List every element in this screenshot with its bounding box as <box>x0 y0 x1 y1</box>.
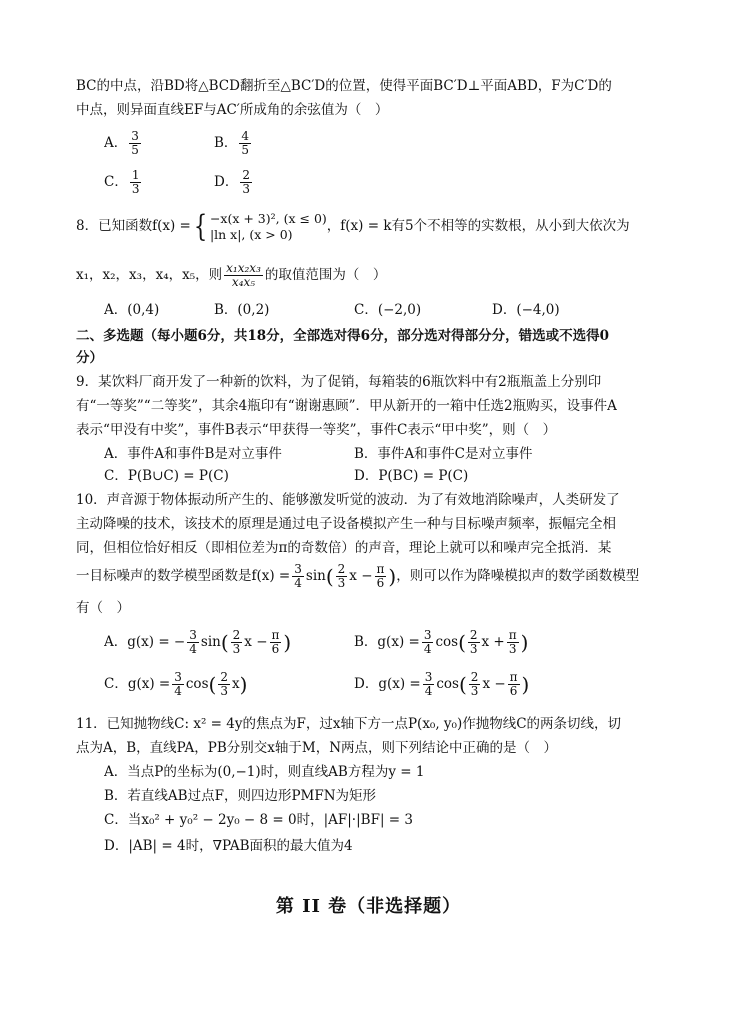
q9-line-1: 9．某饮料厂商开发了一种新的饮料，为了促销，每箱装的6瓶饮料中有2瓶瓶盖上分别印 <box>76 374 602 390</box>
q9-options-row-1 <box>104 444 694 464</box>
q8-options <box>104 300 694 320</box>
q9-options-row-2 <box>104 466 694 486</box>
q7-option-a: A． $\frac{3}{5}$ <box>104 129 139 157</box>
q10-option-c: C．g(x) = $\frac{3}{4}$ cos( $\frac{2}{3}$ x) <box>104 670 248 698</box>
q11-line-1: 11．已知抛物线C: x² = 4y的焦点为F，过x轴下方一点P(x₀, y₀)作抛物线C的两条切线，切 <box>76 716 622 732</box>
q7-option-b: B． $\frac{4}{5}$ <box>214 129 250 157</box>
q10-option-b: B．g(x) = $\frac{3}{4}$ cos( $\frac{2}{3}$ x + $\frac{\pi}{3}$ ) <box>354 628 529 656</box>
q9-option-b: B．事件A和事件C是对立事件 <box>354 446 533 462</box>
q9-option-a: A．事件A和事件B是对立事件 <box>104 446 282 462</box>
q8-line-2: x₁，x₂，x₃，x₄，x₅，则 $\frac{\text{x₁x₂x₃}}{\text{x₄x₅}}$ 的取值范围为（ ） <box>76 261 387 289</box>
piecewise-cases: −x(x + 3)², (x ≤ 0) |ln x|, (x > 0) <box>209 210 327 242</box>
brace-symbol: { <box>193 208 208 244</box>
q7-option-c: C． $\frac{1}{3}$ <box>104 168 140 196</box>
q8-option-a: A．(0,4) <box>104 302 160 318</box>
q10-line-2: 主动降噪的技术，该技术的原理是通过电子设备模拟产生一种与目标噪声频率，振幅完全相 <box>76 516 616 532</box>
q10-option-d: D．g(x) = $\frac{3}{4}$ cos( $\frac{2}{3}$ x − $\frac{\pi}{6}$ ) <box>354 670 530 698</box>
q7-line-2: 中点，则异面直线EF与AC′所成角的余弦值为（ ） <box>76 102 389 118</box>
q10-line-5: 有（ ） <box>76 600 130 616</box>
q9-option-c: C．P(B∪C) = P(C) <box>104 468 229 484</box>
q9-line-3: 表示“甲没有中奖”，事件B表示“甲获得一等奖”，事件C表示“甲中奖”，则（ ） <box>76 422 557 438</box>
q11-option-b: B．若直线AB过点F，则四边形PMFN为矩形 <box>104 788 377 804</box>
q8-option-b: B．(0,2) <box>214 302 270 318</box>
q9-option-d: D．P(BC) = P(C) <box>354 468 469 484</box>
q11-option-c: C．当x₀² + y₀² − 2y₀ − 8 = 0时，|AF|·|BF| = 3 <box>104 812 413 828</box>
q10-options-row-2 <box>104 666 694 702</box>
q10-line-4: 一目标噪声的数学模型函数是f(x) = $\frac{3}{4}$ sin( $\frac{2}{3}$ x − $\frac{\pi}{6}$ )，则可以作为降噪模拟声的数学函数模型 <box>76 562 640 590</box>
q10-line-1: 10．声音源于物体振动所产生的、能够激发听觉的波动．为了有效地消除噪声，人类研发了 <box>76 492 620 508</box>
q9-line-2: 有“一等奖”“二等奖”，其余4瓶印有“谢谢惠顾”．甲从新开的一箱中任选2瓶购买，设事件A <box>76 398 617 414</box>
q10-options-row-1 <box>104 624 694 660</box>
part-2-title: 第 II 卷（非选择题） <box>275 896 462 917</box>
q10-line-3: 同，但相位恰好相反（即相位差为π的奇数倍）的声音，理论上就可以和噪声完全抵消．某 <box>76 540 612 556</box>
q7-options-row-1 <box>104 126 694 160</box>
q11-option-d: D．|AB| = 4时，∇PAB面积的最大值为4 <box>104 838 353 854</box>
q10-option-a: A．g(x) = − $\frac{3}{4}$ sin( $\frac{2}{3}$ x − $\frac{\pi}{6}$ ) <box>104 628 292 656</box>
q8-option-d: D．(−4,0) <box>492 302 560 318</box>
q11-option-a: A．当点P的坐标为(0,−1)时，则直线AB方程为y = 1 <box>104 764 425 780</box>
section-2-heading-cont: 分） <box>76 350 103 366</box>
q8-line-1: 8．已知函数f(x) ={ −x(x + 3)², (x ≤ 0) |ln x|, (x > 0) ，f(x) = k有5个不相等的实数根，从小到大依次为 <box>76 208 630 244</box>
q7-option-d: D． $\frac{2}{3}$ <box>214 168 250 196</box>
section-2-heading: 二、多选题（每小题6分，共18分，全部选对得6分，部分选对得部分分，错选或不选得0 <box>76 328 609 344</box>
q11-line-2: 点为A，B，直线PA，PB分别交x轴于M，N两点，则下列结论中正确的是（ ） <box>76 740 558 756</box>
q7-options-row-2 <box>104 165 694 199</box>
q7-line-1: BC的中点，沿BD将△BCD翻折至△BC′D的位置，使得平面BC′D⊥平面ABD，F为C′D的 <box>76 78 612 94</box>
q8-option-c: C．(−2,0) <box>354 302 422 318</box>
